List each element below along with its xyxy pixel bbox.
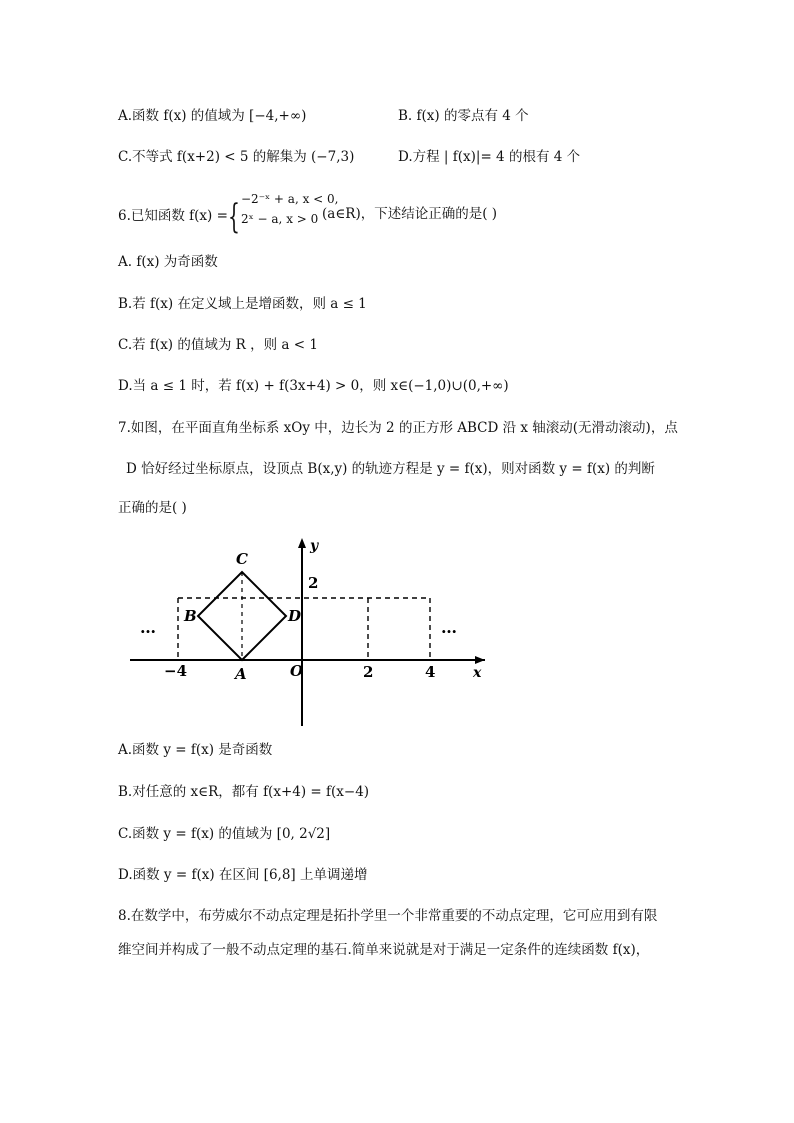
ellipsis-left: … <box>140 618 156 637</box>
x-tick-4: 4 <box>425 663 436 681</box>
q7-stem-line3: 正确的是( ) <box>118 500 187 516</box>
x-tick-neg4: −4 <box>164 662 188 680</box>
q8-stem-line2: 维空间并构成了一般不动点定理的基石.简单来说就是对于满足一定条件的连续函数 f(x)， <box>118 942 650 958</box>
x-axis-label: x <box>473 665 482 681</box>
q6-option-b: B.若 f(x) 在定义域上是增函数，则 a ≤ 1 <box>118 296 367 312</box>
y-tick-2: 2 <box>308 574 319 592</box>
q6-stem <box>118 192 498 237</box>
y-axis-label: y <box>310 538 319 554</box>
q7-stem-line2: D 恰好经过坐标原点，设顶点 B(x,y) 的轨迹方程是 y = f(x)，则对函数 y = f(x) 的判断 <box>126 461 655 477</box>
y-axis-arrow <box>298 538 306 548</box>
label-b: B <box>184 607 197 625</box>
label-a: A <box>235 665 247 683</box>
q7-option-b: B.对任意的 x∈R，都有 f(x+4) = f(x−4) <box>118 784 370 800</box>
q5-option-c: C.不等式 f(x+2) < 5 的解集为 (−7,3) <box>118 149 355 165</box>
label-c: C <box>236 550 248 568</box>
x-tick-2: 2 <box>363 663 374 681</box>
ellipsis-right: … <box>441 618 457 637</box>
piecewise-brace: { <box>228 197 240 237</box>
q6-case1: −2⁻ˣ + a, x < 0, <box>241 192 339 206</box>
label-d: D <box>288 607 302 625</box>
q6-prefix: 6.已知函数 f(x) = <box>118 208 228 224</box>
label-origin: O <box>290 662 304 680</box>
q5-option-a: A.函数 f(x) 的值域为 [−4,+∞) <box>118 108 307 124</box>
q5-option-b: B. f(x) 的零点有 4 个 <box>398 108 529 124</box>
rolling-square-figure <box>130 536 490 731</box>
q6-option-a: A. f(x) 为奇函数 <box>118 254 218 270</box>
q6-option-c: C.若 f(x) 的值域为 R ，则 a < 1 <box>118 337 318 353</box>
q7-stem-line1: 7.如图，在平面直角坐标系 xOy 中，边长为 2 的正方形 ABCD 沿 x 轴滚动(无滑动滚动)，点 <box>118 420 678 436</box>
q7-option-c: C.函数 y = f(x) 的值域为 [0, 2√2] <box>118 826 331 842</box>
q6-option-d: D.当 a ≤ 1 时，若 f(x) + f(3x+4) > 0，则 x∈(−1,0)∪(0,+∞) <box>118 378 509 394</box>
q8-stem-line1: 8.在数学中，布劳威尔不动点定理是拓扑学里一个非常重要的不动点定理，它可应用到有限 <box>118 908 658 924</box>
x-axis-arrow <box>475 656 485 664</box>
q7-option-a: A.函数 y = f(x) 是奇函数 <box>118 742 273 758</box>
q5-option-d: D.方程 | f(x)|= 4 的根有 4 个 <box>398 149 581 165</box>
q6-case2: 2ˣ − a, x > 0 <box>241 212 319 226</box>
q6-suffix: (a∈R)，下述结论正确的是( ) <box>322 206 498 222</box>
q7-option-d: D.函数 y = f(x) 在区间 [6,8] 上单调递增 <box>118 867 368 883</box>
